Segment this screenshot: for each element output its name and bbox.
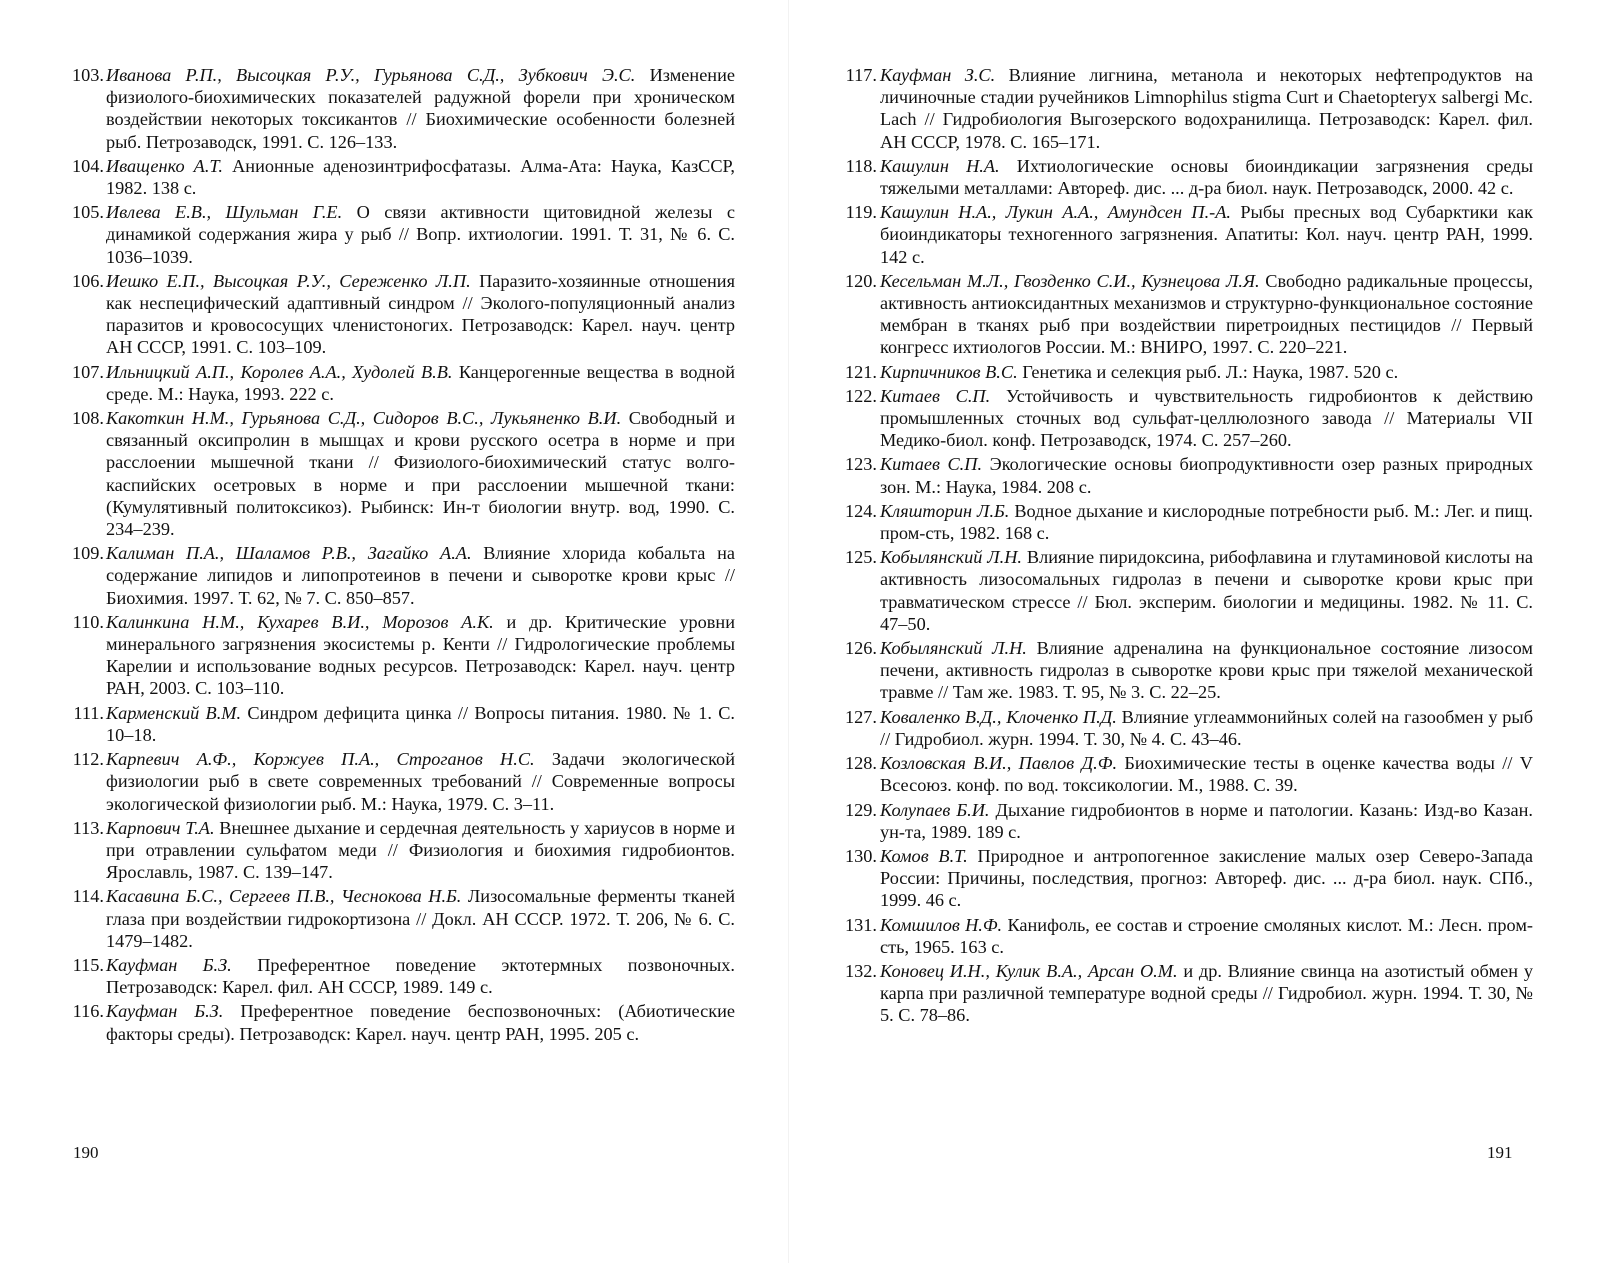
reference-authors: Кашулин Н.А. (880, 155, 1000, 176)
reference-number: 130. (845, 845, 877, 866)
reference-entry (70, 1000, 735, 1044)
reference-authors: Кобылянский Л.Н. (880, 638, 1027, 659)
reference-number: 119. (845, 202, 877, 223)
reference-text: Ихтиологические основы биоиндикации загрязнения среды тяжелыми металлами: Автореф. дис. ... д-ра биол. наук. Петрозаводск, 2000. 42 с. (880, 155, 1534, 199)
reference-number: 126. (845, 638, 877, 659)
reference-number: 131. (845, 914, 877, 935)
reference-authors: Иванова Р.П., Высоцкая Р.У., Гурьянова С.Д., Зубкович Э.С. (106, 65, 636, 85)
reference-entry (70, 954, 735, 998)
reference-entry (843, 960, 1533, 1027)
reference-text: Паразито-хозяинные отношения как неспецифический адаптивный синдром // Эколого-популяционный анализ паразитов и кровососущих членистоногих. Петрозаводск: Карел. науч. центр АН СССР, 1991. С. 103–109. (106, 270, 735, 358)
reference-authors: Коваленко В.Д., Клоченко П.Д. (880, 706, 1117, 727)
reference-entry (70, 702, 735, 746)
reference-text: Устойчивость и чувствительность гидробионтов к действию промышленных сточных вод сульфат-целлюлозного завода // Материалы VII Медико-биол. конф. Петрозаводск, 1974. С. 257–260. (880, 385, 1533, 451)
reference-number: 115. (72, 954, 104, 975)
reference-authors: Кауфман Б.З. (106, 1001, 224, 1022)
reference-authors: Кобылянский Л.Н. (880, 547, 1023, 568)
reference-number: 113. (72, 817, 104, 838)
reference-authors: Китаев С.П. (880, 454, 983, 475)
page-number-left: 190 (73, 1143, 99, 1162)
reference-authors: Калинкина Н.М., Кухарев В.И., Морозов А.К. (106, 611, 494, 632)
reference-number: 132. (845, 960, 877, 981)
reference-number: 110. (72, 611, 104, 632)
reference-authors: Кашулин Н.А., Лукин А.А., Амундсен П.-А. (880, 202, 1232, 223)
reference-text: О связи активности щитовидной железы с динамикой содержания жира у рыб // Вопр. ихтиологии. 1991. Т. 31, № 6. С. 1036–1039. (106, 202, 736, 267)
reference-number: 103. (72, 65, 104, 85)
reference-text: Задачи экологической физиологии рыб в свете современных требований // Современные вопросы экологической физиологии рыб. М.: Наука, 1979. С. 3–11. (106, 749, 735, 814)
reference-text: Анионные аденозинтрифосфатазы. Алма-Ата: Наука, КазССР, 1982. 138 с. (106, 155, 736, 199)
page-gutter (788, 0, 789, 1263)
reference-entry (843, 914, 1533, 958)
reference-entry (843, 270, 1533, 359)
reference-number: 111. (73, 702, 104, 723)
reference-entry (70, 407, 735, 540)
reference-text: Изменение физиолого-биохимических показателей радужной форели при хроническом воздействии некоторых токсикантов // Биохимические особенности болезней рыб. Петрозаводск, 1991. С. 126–133. (106, 65, 735, 152)
reference-entry (843, 453, 1533, 497)
reference-entry (843, 845, 1533, 912)
reference-number: 118. (845, 155, 877, 176)
reference-text: Канцерогенные вещества в водной среде. М.: Наука, 1993. 222 с. (106, 361, 735, 404)
reference-number: 120. (845, 270, 877, 291)
reference-text: Преферентное поведение беспозвоночных: (Абиотические факторы среды). Петрозаводск: Карел. науч. центр РАН, 1995. 205 с. (106, 1001, 735, 1044)
reference-text: Природное и антропогенное закисление малых озер Северо-Запада России: Причины, последствия, прогноз: Автореф. дис. ... д-ра биол. наук. СПб., 1999. 46 с. (880, 845, 1533, 911)
reference-number: 124. (845, 500, 877, 521)
reference-text: Биохимические тесты в оценке качества воды // V Всесоюз. конф. по вод. токсикологии. М., 1988. С. 39. (880, 753, 1533, 796)
reference-authors: Кирпичников В.С. (880, 361, 1018, 382)
reference-text: Экологические основы биопродуктивности озер разных природных зон. М.: Наука, 1984. 208 с. (880, 454, 1533, 497)
reference-authors: Китаев С.П. (880, 385, 991, 406)
reference-authors: Какоткин Н.М., Гурьянова С.Д., Сидоров В.С., Лукьяненко В.И. (106, 408, 622, 429)
reference-authors: Калиман П.А., Шаламов Р.В., Загайко А.А. (106, 543, 472, 564)
reference-text: Рыбы пресных вод Субарктики как биоиндикаторы техногенного загрязнения. Апатиты: Кол. науч. центр РАН, 1999. 142 с. (880, 202, 1533, 267)
reference-authors: Колупаев Б.И. (880, 799, 990, 820)
reference-number: 128. (845, 753, 877, 774)
reference-authors: Ильницкий А.П., Королев А.А., Худолей В.В. (106, 361, 453, 382)
reference-text: Влияние пиридоксина, рибофлавина и глутаминовой кислоты на активность лизосомальных гидролаз в печени и сыворотке крови крыс при травматическом стрессе // Бюл. эксперим. биологии и медицины. 1982. № 11. С. 47–50. (880, 547, 1534, 634)
reference-entry (70, 64, 735, 153)
reference-text: Свободный и связанный оксипролин в мышцах и крови русского осетра в норме и при расслоении мышечной ткани // Физиолого-биохимический статус волго-каспийских осетровых в норме и при расслоении мышечной ткани: (Кумулятивный политоксикоз). Рыбинск: Ин-т биологии внутр. вод, 1990. С. 234–239. (106, 408, 735, 540)
reference-text: и др. Влияние свинца на азотистый обмен у карпа при различной температуре водной среды // Гидробиол. журн. 1994. Т. 30, № 5. С. 78–86. (880, 960, 1533, 1026)
reference-text: Свободно радикальные процессы, активность антиоксидантных механизмов и структурно-функциональное состояние мембран в тканях рыб при воздействии пиретроидных пестицидов // Первый конгресс ихтиологов России. М.: ВНИРО, 1997. С. 220–221. (880, 270, 1533, 358)
reference-text: Влияние адреналина на функциональное состояние лизосом печени, активность гидролаз в сыворотке крови крыс при тяжелой механической травме // Там же. 1983. Т. 95, № 3. С. 22–25. (880, 638, 1533, 703)
reference-authors: Карменский В.М. (106, 702, 242, 723)
reference-entry (843, 799, 1533, 843)
reference-entry (70, 817, 735, 884)
reference-number: 116. (72, 1001, 104, 1022)
reference-text: Канифоль, ее состав и строение смоляных кислот. М.: Лесн. пром-сть, 1965. 163 с. (880, 914, 1533, 957)
reference-entry (843, 385, 1533, 452)
reference-authors: Козловская В.И., Павлов Д.Ф. (880, 753, 1118, 774)
reference-text: Синдром дефицита цинка // Вопросы питания. 1980. № 1. С. 10–18. (106, 702, 736, 745)
reference-authors: Комов В.Т. (880, 845, 968, 866)
reference-entry (70, 542, 735, 609)
reference-authors: Кляшторин Л.Б. (880, 500, 1010, 521)
reference-entry (843, 64, 1533, 153)
reference-text: Лизосомальные ферменты тканей глаза при воздействии гидрокортизона // Докл. АН СССР. 1972. Т. 206, № 6. С. 1479–1482. (106, 886, 736, 951)
reference-text: Преферентное поведение эктотермных позвоночных. Петрозаводск: Карел. фил. АН СССР, 1989. 149 с. (106, 954, 735, 998)
reference-entry (843, 361, 1533, 383)
reference-number: 121. (845, 361, 877, 382)
reference-text: Генетика и селекция рыб. Л.: Наука, 1987. 520 с. (1022, 361, 1399, 382)
reference-text: Дыхание гидробионтов в норме и патологии. Казань: Изд-во Казан. ун-та, 1989. 189 с. (880, 799, 1533, 842)
reference-authors: Ивлева Е.В., Шульман Г.Е. (106, 202, 343, 223)
reference-entry (843, 201, 1533, 268)
reference-authors: Иващенко А.Т. (106, 155, 224, 176)
page-number-right: 191 (1487, 1143, 1513, 1162)
reference-entry (843, 155, 1533, 199)
reference-entry (843, 546, 1533, 635)
reference-authors: Кауфман З.С. (880, 65, 996, 85)
reference-list-left (70, 64, 735, 1045)
reference-entry (70, 270, 735, 359)
reference-number: 107. (72, 361, 104, 382)
reference-entry (70, 748, 735, 815)
reference-entry (843, 706, 1533, 750)
reference-number: 114. (72, 886, 104, 907)
reference-entry (843, 637, 1533, 704)
reference-authors: Кауфман Б.З. (106, 954, 232, 975)
reference-text: Влияние лигнина, метанола и некоторых нефтепродуктов на личиночные стадии ручейников Limnophilus stigma Curt и Chaetopteryx salbergi Mc. Lach // Гидробиология Выгозерского водохранилища. Петрозаводск: Карел. фил. АН СССР, 1978. С. 165–171. (880, 65, 1533, 152)
reference-authors: Касавина Б.С., Сергеев П.В., Чеснокова Н.Б. (106, 886, 462, 907)
reference-number: 127. (845, 706, 877, 727)
reference-number: 112. (72, 749, 104, 770)
reference-number: 117. (845, 65, 877, 85)
reference-entry (70, 885, 735, 952)
reference-entry (70, 155, 735, 199)
reference-number: 109. (72, 543, 104, 564)
reference-authors: Иешко Е.П., Высоцкая Р.У., Сереженко Л.П. (106, 270, 471, 291)
reference-entry (70, 361, 735, 405)
reference-number: 129. (845, 799, 877, 820)
reference-authors: Комшилов Н.Ф. (880, 914, 1003, 935)
reference-text: Влияние хлорида кобальта на содержание липидов и липопротеинов в печени и сыворотке крови крыс // Биохимия. 1997. Т. 62, № 7. С. 850–857. (106, 543, 735, 608)
reference-number: 106. (72, 270, 104, 291)
left-page (70, 64, 735, 1047)
reference-text: Влияние углеаммонийных солей на газообмен у рыб // Гидробиол. журн. 1994. Т. 30, № 4. С. 43–46. (880, 706, 1533, 749)
reference-number: 122. (845, 385, 877, 406)
reference-list-right (843, 64, 1533, 1027)
reference-text: и др. Критические уровни минерального загрязнения экосистемы р. Кенти // Гидрологические проблемы Карелии и использование водных ресурсов. Петрозаводск: Карел. науч. центр РАН, 2003. С. 103–110. (106, 611, 735, 699)
reference-entry (843, 752, 1533, 796)
reference-number: 123. (845, 454, 877, 475)
reference-number: 104. (72, 155, 104, 176)
reference-number: 125. (845, 547, 877, 568)
reference-authors: Коновец И.Н., Кулик В.А., Арсан О.М. (880, 960, 1178, 981)
right-page (843, 64, 1533, 1029)
reference-authors: Карпевич А.Ф., Коржуев П.А., Строганов Н.С. (106, 749, 535, 770)
reference-entry (843, 500, 1533, 544)
reference-entry (70, 201, 735, 268)
reference-text: Внешнее дыхание и сердечная деятельность у хариусов в норме и при отравлении сульфатом меди // Физиология и биохимия гидробионтов. Ярославль, 1987. С. 139–147. (106, 817, 735, 883)
reference-authors: Кесельман М.Л., Гвозденко С.И., Кузнецова Л.Я. (880, 270, 1260, 291)
reference-authors: Карпович Т.А. (106, 817, 215, 838)
reference-number: 105. (72, 202, 104, 223)
reference-entry (70, 611, 735, 700)
reference-number: 108. (72, 408, 104, 429)
reference-text: Водное дыхание и кислородные потребности рыб. М.: Лег. и пищ. пром-сть, 1982. 168 с. (880, 500, 1533, 544)
